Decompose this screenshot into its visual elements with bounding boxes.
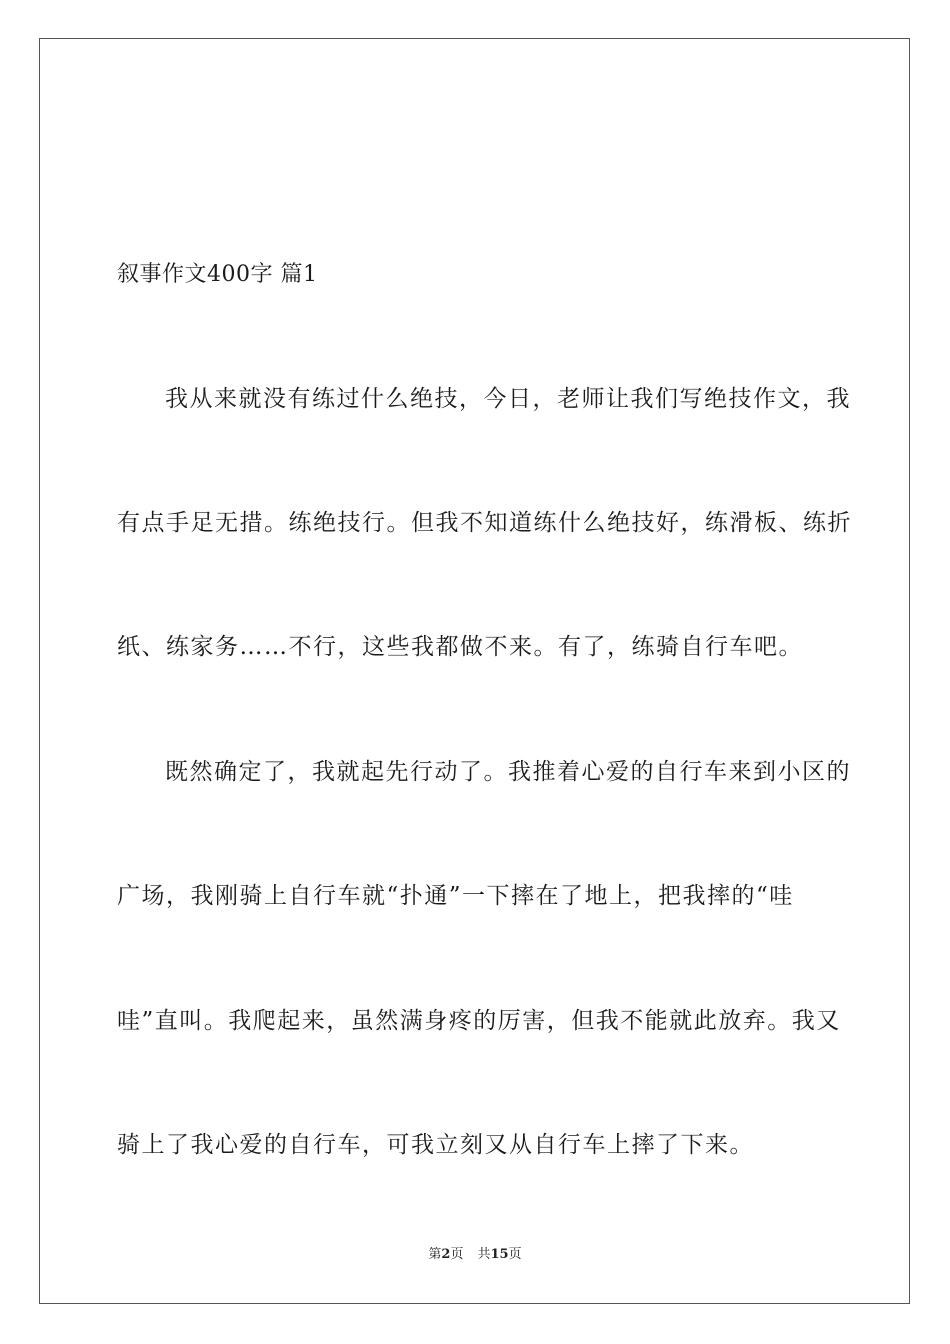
paragraph-line: 骑上了我心爱的自行车，可我立刻又从自行车上摔了下来。 bbox=[117, 1132, 754, 1158]
paragraph-line: 哇”直叫。我爬起来，虽然满身疼的厉害，但我不能就此放弃。我又 bbox=[117, 1008, 841, 1034]
paragraph-line: 广场，我刚骑上自行车就“扑通”一下摔在了地上，把我摔的“哇 bbox=[117, 883, 794, 909]
document-title: 叙事作文400字 篇1 bbox=[117, 262, 318, 287]
page-footer bbox=[0, 1246, 950, 1264]
page-border bbox=[39, 38, 910, 1304]
total-prefix: 共 bbox=[477, 1247, 491, 1262]
paragraph-line: 纸、练家务……不行，这些我都做不来。有了，练骑自行车吧。 bbox=[117, 634, 803, 660]
paragraph-line: 有点手足无措。练绝技行。但我不知道练什么绝技好，练滑板、练折 bbox=[117, 510, 852, 536]
page-suffix: 页 bbox=[450, 1247, 464, 1262]
paragraph-line: 我从来就没有练过什么绝技，今日，老师让我们写绝技作文，我 bbox=[165, 386, 851, 412]
total-pages: 15 bbox=[490, 1247, 509, 1262]
total-suffix: 页 bbox=[508, 1247, 522, 1262]
paragraph-line: 既然确定了，我就起先行动了。我推着心爱的自行车来到小区的 bbox=[165, 759, 851, 785]
page-number: 2 bbox=[441, 1247, 451, 1262]
page-prefix: 第 bbox=[428, 1247, 442, 1262]
